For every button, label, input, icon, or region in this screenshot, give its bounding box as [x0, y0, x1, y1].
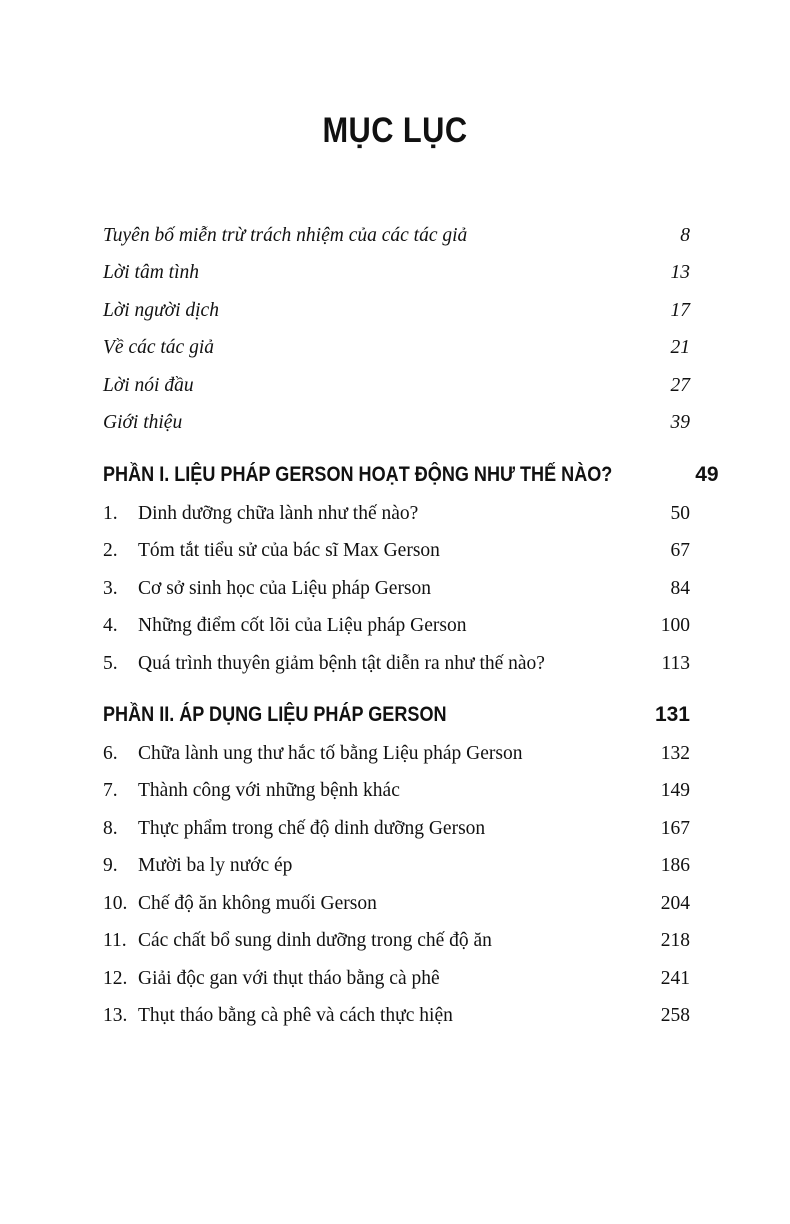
toc-chapter [103, 739, 690, 769]
toc-chapter-page: 218 [660, 930, 690, 951]
toc-entry-label: Lời tâm tình [103, 262, 200, 283]
toc-chapter-page: 149 [660, 780, 690, 801]
toc-entry-page: 17 [670, 300, 690, 321]
toc-chapter-number: 10. [103, 893, 128, 914]
toc-chapter-page: 132 [660, 743, 690, 764]
toc-chapter-page: 241 [660, 968, 690, 989]
toc-chapter-number: 3. [103, 578, 118, 599]
toc-chapter-page: 84 [670, 578, 690, 599]
toc-chapter [103, 851, 690, 881]
toc-chapter [103, 499, 690, 529]
toc-chapter-page: 167 [660, 818, 690, 839]
toc-chapter-page: 100 [660, 615, 690, 636]
toc-chapter-label: Thực phẩm trong chế độ dinh dưỡng Gerson [138, 818, 486, 839]
toc-part-page: 131 [654, 703, 690, 726]
toc-chapter-number: 2. [103, 540, 118, 561]
toc-entry [103, 221, 690, 251]
toc-entry-page: 21 [670, 337, 690, 358]
toc-chapter-number: 11. [103, 930, 127, 951]
toc-chapter [103, 574, 690, 604]
toc-chapter [103, 536, 690, 566]
toc-chapter-page: 258 [660, 1005, 690, 1026]
toc-chapter-label: Mười ba ly nước ép [138, 855, 293, 876]
toc-chapter-number: 12. [103, 968, 128, 989]
toc-chapter [103, 889, 690, 919]
toc-chapter-label: Những điểm cốt lõi của Liệu pháp Gerson [138, 615, 467, 636]
toc-entry [103, 296, 690, 326]
toc-entry-page: 27 [670, 375, 690, 396]
toc-chapter-number: 8. [103, 818, 118, 839]
toc-chapter-label: Quá trình thuyên giảm bệnh tật diễn ra như thế nào? [138, 653, 545, 674]
toc-chapter [103, 964, 690, 994]
toc-chapter-page: 67 [670, 540, 690, 561]
toc-chapter-label: Thụt tháo bằng cà phê và cách thực hiện [138, 1005, 453, 1026]
toc-entry [103, 333, 690, 363]
toc-chapter-number: 13. [103, 1005, 128, 1026]
toc-chapter-number: 7. [103, 780, 118, 801]
toc-entry-label: Về các tác giả [103, 337, 214, 358]
toc-entry-page: 8 [680, 225, 690, 246]
toc-chapter-label: Chữa lành ung thư hắc tố bằng Liệu pháp Gerson [138, 743, 523, 764]
toc-chapter [103, 1001, 690, 1031]
toc-part-label: PHẦN I. LIỆU PHÁP GERSON HOẠT ĐỘNG NHƯ THẾ NÀO? [103, 463, 613, 486]
toc-chapter-label: Tóm tắt tiểu sử của bác sĩ Max Gerson [138, 540, 440, 561]
toc-chapter-label: Cơ sở sinh học của Liệu pháp Gerson [138, 578, 432, 599]
toc-chapter-number: 9. [103, 855, 118, 876]
toc-chapter-label: Chế độ ăn không muối Gerson [138, 893, 377, 914]
toc-chapter-page: 113 [661, 653, 690, 674]
toc-entry [103, 371, 690, 401]
toc-chapter-label: Dinh dưỡng chữa lành như thế nào? [138, 503, 419, 524]
toc-chapter [103, 776, 690, 806]
toc-part-heading [103, 700, 690, 730]
toc-chapter-number: 4. [103, 615, 118, 636]
page-title: MỤC LỤC [322, 111, 468, 150]
toc-chapter-label: Giải độc gan với thụt tháo bằng cà phê [138, 968, 440, 989]
toc-entry-label: Tuyên bố miễn trừ trách nhiệm của các tác giả [103, 225, 468, 246]
toc-chapter [103, 814, 690, 844]
toc-entry-label: Lời nói đầu [103, 375, 194, 396]
toc-part-page: 49 [695, 463, 719, 486]
toc-entry [103, 258, 690, 288]
toc-chapter-page: 186 [660, 855, 690, 876]
toc-chapter-label: Các chất bổ sung dinh dưỡng trong chế độ ăn [138, 930, 492, 951]
toc-chapter [103, 926, 690, 956]
toc-entry-label: Lời người dịch [103, 300, 219, 321]
toc-part-label: PHẦN II. ÁP DỤNG LIỆU PHÁP GERSON [103, 703, 447, 726]
toc-chapter-number: 6. [103, 743, 118, 764]
toc-chapter-page: 50 [670, 503, 690, 524]
toc-entry [103, 408, 690, 438]
toc-chapter [103, 611, 690, 641]
toc-part-heading [103, 460, 719, 490]
toc-chapter [103, 649, 690, 679]
toc-chapter-page: 204 [660, 893, 690, 914]
toc-chapter-number: 1. [103, 503, 118, 524]
toc-entry-page: 39 [670, 412, 690, 433]
toc-entry-label: Giới thiệu [103, 412, 183, 433]
toc-entry-page: 13 [670, 262, 690, 283]
toc-chapter-number: 5. [103, 653, 118, 674]
toc-chapter-label: Thành công với những bệnh khác [138, 780, 400, 801]
